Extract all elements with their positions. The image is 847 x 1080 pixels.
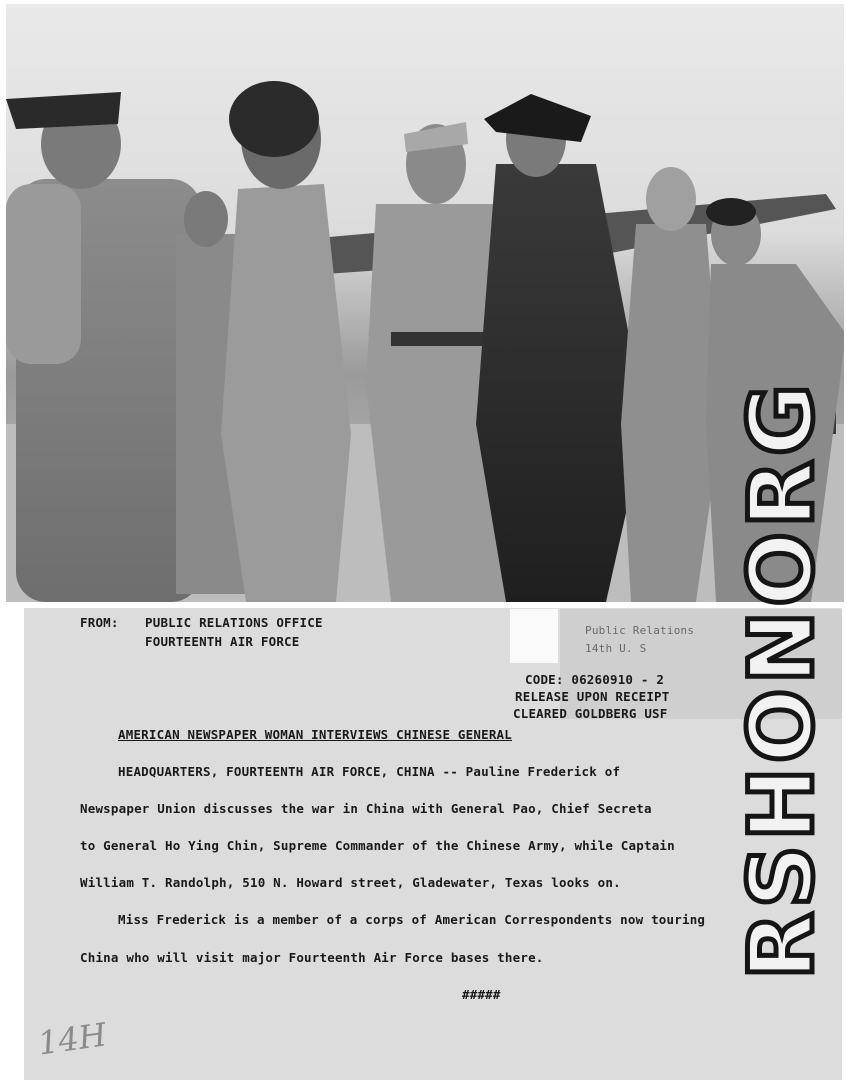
handwritten-note: 14H [35,1015,109,1063]
archival-photograph [6,4,844,602]
stamp-line-2: 14th U. S [585,642,647,655]
body-line-5: Miss Frederick is a member of a corps of American Correspondents now touring [118,912,706,927]
body-line-6: China who will visit major Fourteenth Air Force bases there. [80,950,544,965]
body-line-1: HEADQUARTERS, FOURTEENTH AIR FORCE, CHINA -- Pauline Frederick of [118,764,621,779]
newspaper-woman [221,81,351,602]
general-pao [476,94,646,602]
saluting-officer [6,92,201,602]
stamp-line-1: Public Relations [585,624,695,637]
body-line-4: William T. Randolph, 510 N. Howard street, Gladewater, Texas looks on. [80,875,621,890]
from-label: FROM: [80,615,119,630]
end-mark: ##### [462,987,501,1002]
headline: AMERICAN NEWSPAPER WOMAN INTERVIEWS CHINESE GENERAL [118,727,513,742]
from-office: PUBLIC RELATIONS OFFICE [145,615,323,630]
release-code: CODE: 06260910 - 2 [525,672,665,687]
paper-cutout [510,609,558,663]
from-unit: FOURTEENTH AIR FORCE [145,634,300,649]
body-line-2: Newspaper Union discusses the war in China with General Pao, Chief Secreta [80,801,652,816]
site-watermark: RSHONORG [730,379,833,980]
release-instruction: RELEASE UPON RECEIPT [515,689,670,704]
body-line-3: to General Ho Ying Chin, Supreme Commander of the Chinese Army, while Captain [80,838,675,853]
cleared-by: CLEARED GOLDBERG USF [513,706,668,721]
